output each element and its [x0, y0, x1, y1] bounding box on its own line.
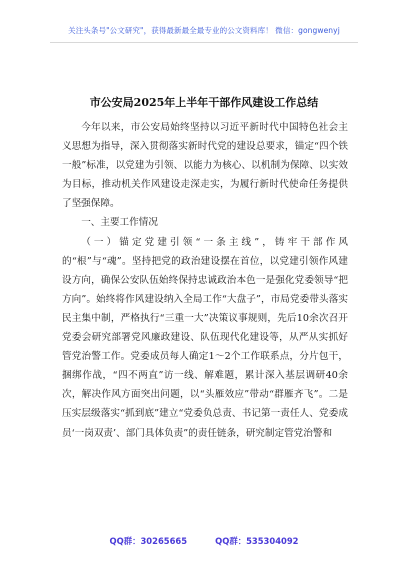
header-divider	[50, 42, 358, 43]
footer	[0, 535, 408, 547]
header-banner: 关注头条号"公文研究"，获得最新最全最专业的公文资料库！ 微信：gongwenyj	[68, 26, 340, 35]
footer-qq-group-1: QQ群：30265665	[109, 536, 188, 546]
document-title: 市公安局2025年上半年干部作风建设工作总结	[89, 96, 319, 109]
body-paragraph: （一）锚定党建引领“一条主线”，铸牢干部作风的“根”与“魂”。坚持把党的政治建设摆在首位，以党建引领作风建设方向，确保公安队伍始终保持忠诚政治本色一是强化党委领导“把方向”。始终将作风建设纳入全局工作“大盘子”，市局党委带头落实民主集中制，严格执行“三重一大”决策议事规则，先后10余次召开党委会研究部署党风廉政建设、队伍现代化建设等，从严从实抓好管党治警工作。党委成员每人确定1～2个工作联系点，分片包干，捆绑作战，“四不两直”访一线、解难题，累计深入基层调研40余次，解决作风方面突出问题，以“头雁效应”带动“群雁齐飞”。二是压实层级落实“抓到底”建立“党委负总责、书记第一责任人、党委成员‘一岗双责’、部门具体负责”的责任链条，研究制定管党治警和	[62, 236, 348, 439]
footer-qq-group-2: QQ群：535304092	[215, 536, 299, 546]
section-heading: 一、主要工作情况	[81, 217, 158, 229]
document-body	[62, 118, 348, 443]
intro-paragraph: 今年以来，市公安局始终坚持以习近平新时代中国特色社会主义思想为指导，深入贯彻落实新时代党的建设总要求，锚定“四个铁一般”标准，以党建为引领、以能力为核心、以机制为保障、以实效为目标，推动机关作风建设走深走实，为履行新时代使命任务提供了坚强保障。	[62, 122, 348, 210]
